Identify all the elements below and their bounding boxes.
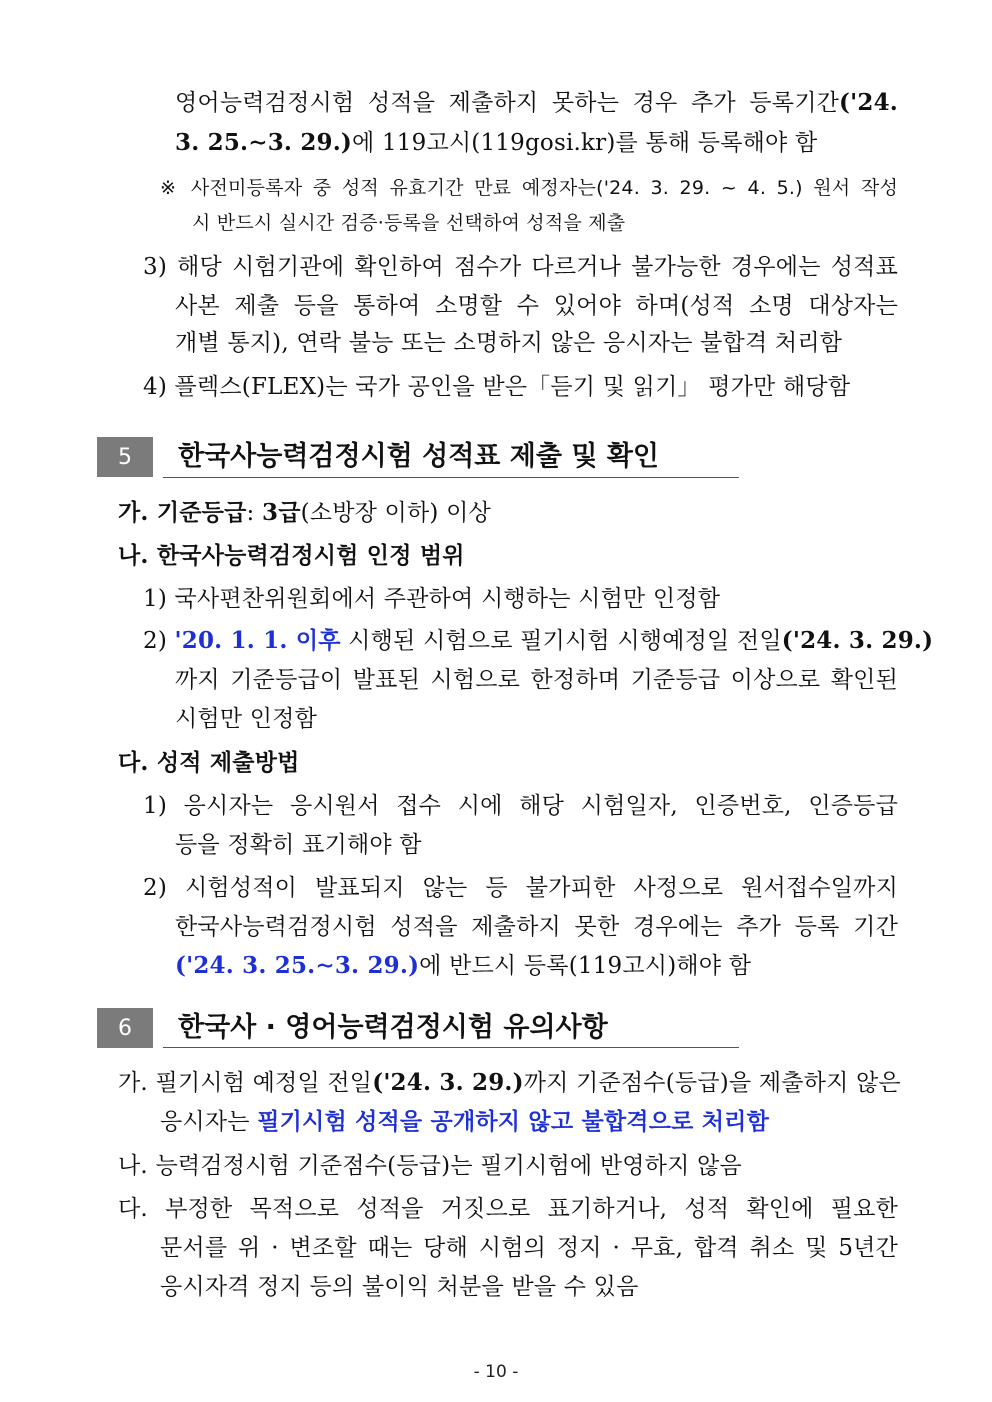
s5-da-1-line-1: 1) 응시자는 응시원서 접수 시에 해당 시험일자, 인증번호, 인증등급 xyxy=(143,793,898,819)
item-3-line-1: 3) 해당 시험기관에 확인하여 점수가 다르거나 불가능한 경우에는 성적표 xyxy=(143,254,898,280)
s5-na-2-line-1: 2) '20. 1. 1. 이후 시행된 시험으로 필기시험 시행예정일 전일('24. 3. 29.) xyxy=(143,627,934,654)
s5-da-2-line-1: 2) 시험성적이 발표되지 않는 등 불가피한 사정으로 원서접수일까지 xyxy=(143,875,898,901)
s5-na-heading: 나. 한국사능력검정시험 인정 범위 xyxy=(118,542,465,569)
top-line-2: 3. 25.∼3. 29.)에 119고시(119gosi.kr)를 통해 등록해야 함 xyxy=(175,129,818,156)
s6-ga-line-1: 가. 필기시험 예정일 전일('24. 3. 29.)까지 기준점수(등급)을 제출하지 않은 xyxy=(118,1069,901,1096)
item-3-line-2: 사본 제출 등을 통하여 소명할 수 있어야 하며(성적 소명 대상자는 xyxy=(175,293,898,319)
s5-da-2-line-2: 한국사능력검정시험 성적을 제출하지 못한 경우에는 추가 등록 기간 xyxy=(175,914,898,940)
s6-da-line-2: 문서를 위 · 변조할 때는 당해 시험의 정지 · 무효, 합격 취소 및 5년간 xyxy=(160,1235,898,1261)
section-5-number: 5 xyxy=(97,437,153,477)
top-line-1: 영어능력검정시험 성적을 제출하지 못하는 경우 추가 등록기간('24. xyxy=(175,89,898,116)
section-6-rule xyxy=(163,1047,739,1048)
s5-da-heading: 다. 성적 제출방법 xyxy=(118,749,300,776)
s5-da-1-line-2: 등을 정확히 표기해야 함 xyxy=(175,832,422,858)
note-line-1: ※ 사전미등록자 중 성적 유효기간 만료 예정자는('24. 3. 29. ~ 4. 5.) 원서 작성 xyxy=(160,177,898,199)
section-5-rule xyxy=(163,477,739,478)
note-line-2: 시 반드시 실시간 검증·등록을 선택하여 성적을 제출 xyxy=(192,212,626,234)
s6-na: 나. 능력검정시험 기준점수(등급)는 필기시험에 반영하지 않음 xyxy=(118,1153,742,1179)
s5-na-2-line-3: 시험만 인정함 xyxy=(175,706,318,732)
s6-da-line-3: 응시자격 정지 등의 불이익 처분을 받을 수 있음 xyxy=(160,1274,639,1300)
item-4: 4) 플렉스(FLEX)는 국가 공인을 받은「듣기 및 읽기」 평가만 해당함 xyxy=(143,374,851,400)
section-6-title: 한국사 · 영어능력검정시험 유의사항 xyxy=(178,1012,608,1043)
page-number: - 10 - xyxy=(473,1362,519,1382)
s5-da-2-line-3: ('24. 3. 25.∼3. 29.)에 반드시 등록(119고시)해야 함 xyxy=(175,952,752,979)
s6-da-line-1: 다. 부정한 목적으로 성적을 거짓으로 표기하거나, 성적 확인에 필요한 xyxy=(118,1196,898,1222)
section-6-number: 6 xyxy=(97,1008,153,1048)
s5-ga: 가. 기준등급: 3급(소방장 이하) 이상 xyxy=(118,499,491,526)
s5-na-2-line-2: 까지 기준등급이 발표된 시험으로 한정하며 기준등급 이상으로 확인된 xyxy=(175,667,898,693)
item-3-line-3: 개별 통지), 연락 불능 또는 소명하지 않은 응시자는 불합격 처리함 xyxy=(175,330,843,356)
s6-ga-line-2: 응시자는 필기시험 성적을 공개하지 않고 불합격으로 처리함 xyxy=(160,1108,770,1135)
s5-na-1: 1) 국사편찬위원회에서 주관하여 시행하는 시험만 인정함 xyxy=(143,586,721,612)
section-5-title: 한국사능력검정시험 성적표 제출 및 확인 xyxy=(178,441,659,472)
